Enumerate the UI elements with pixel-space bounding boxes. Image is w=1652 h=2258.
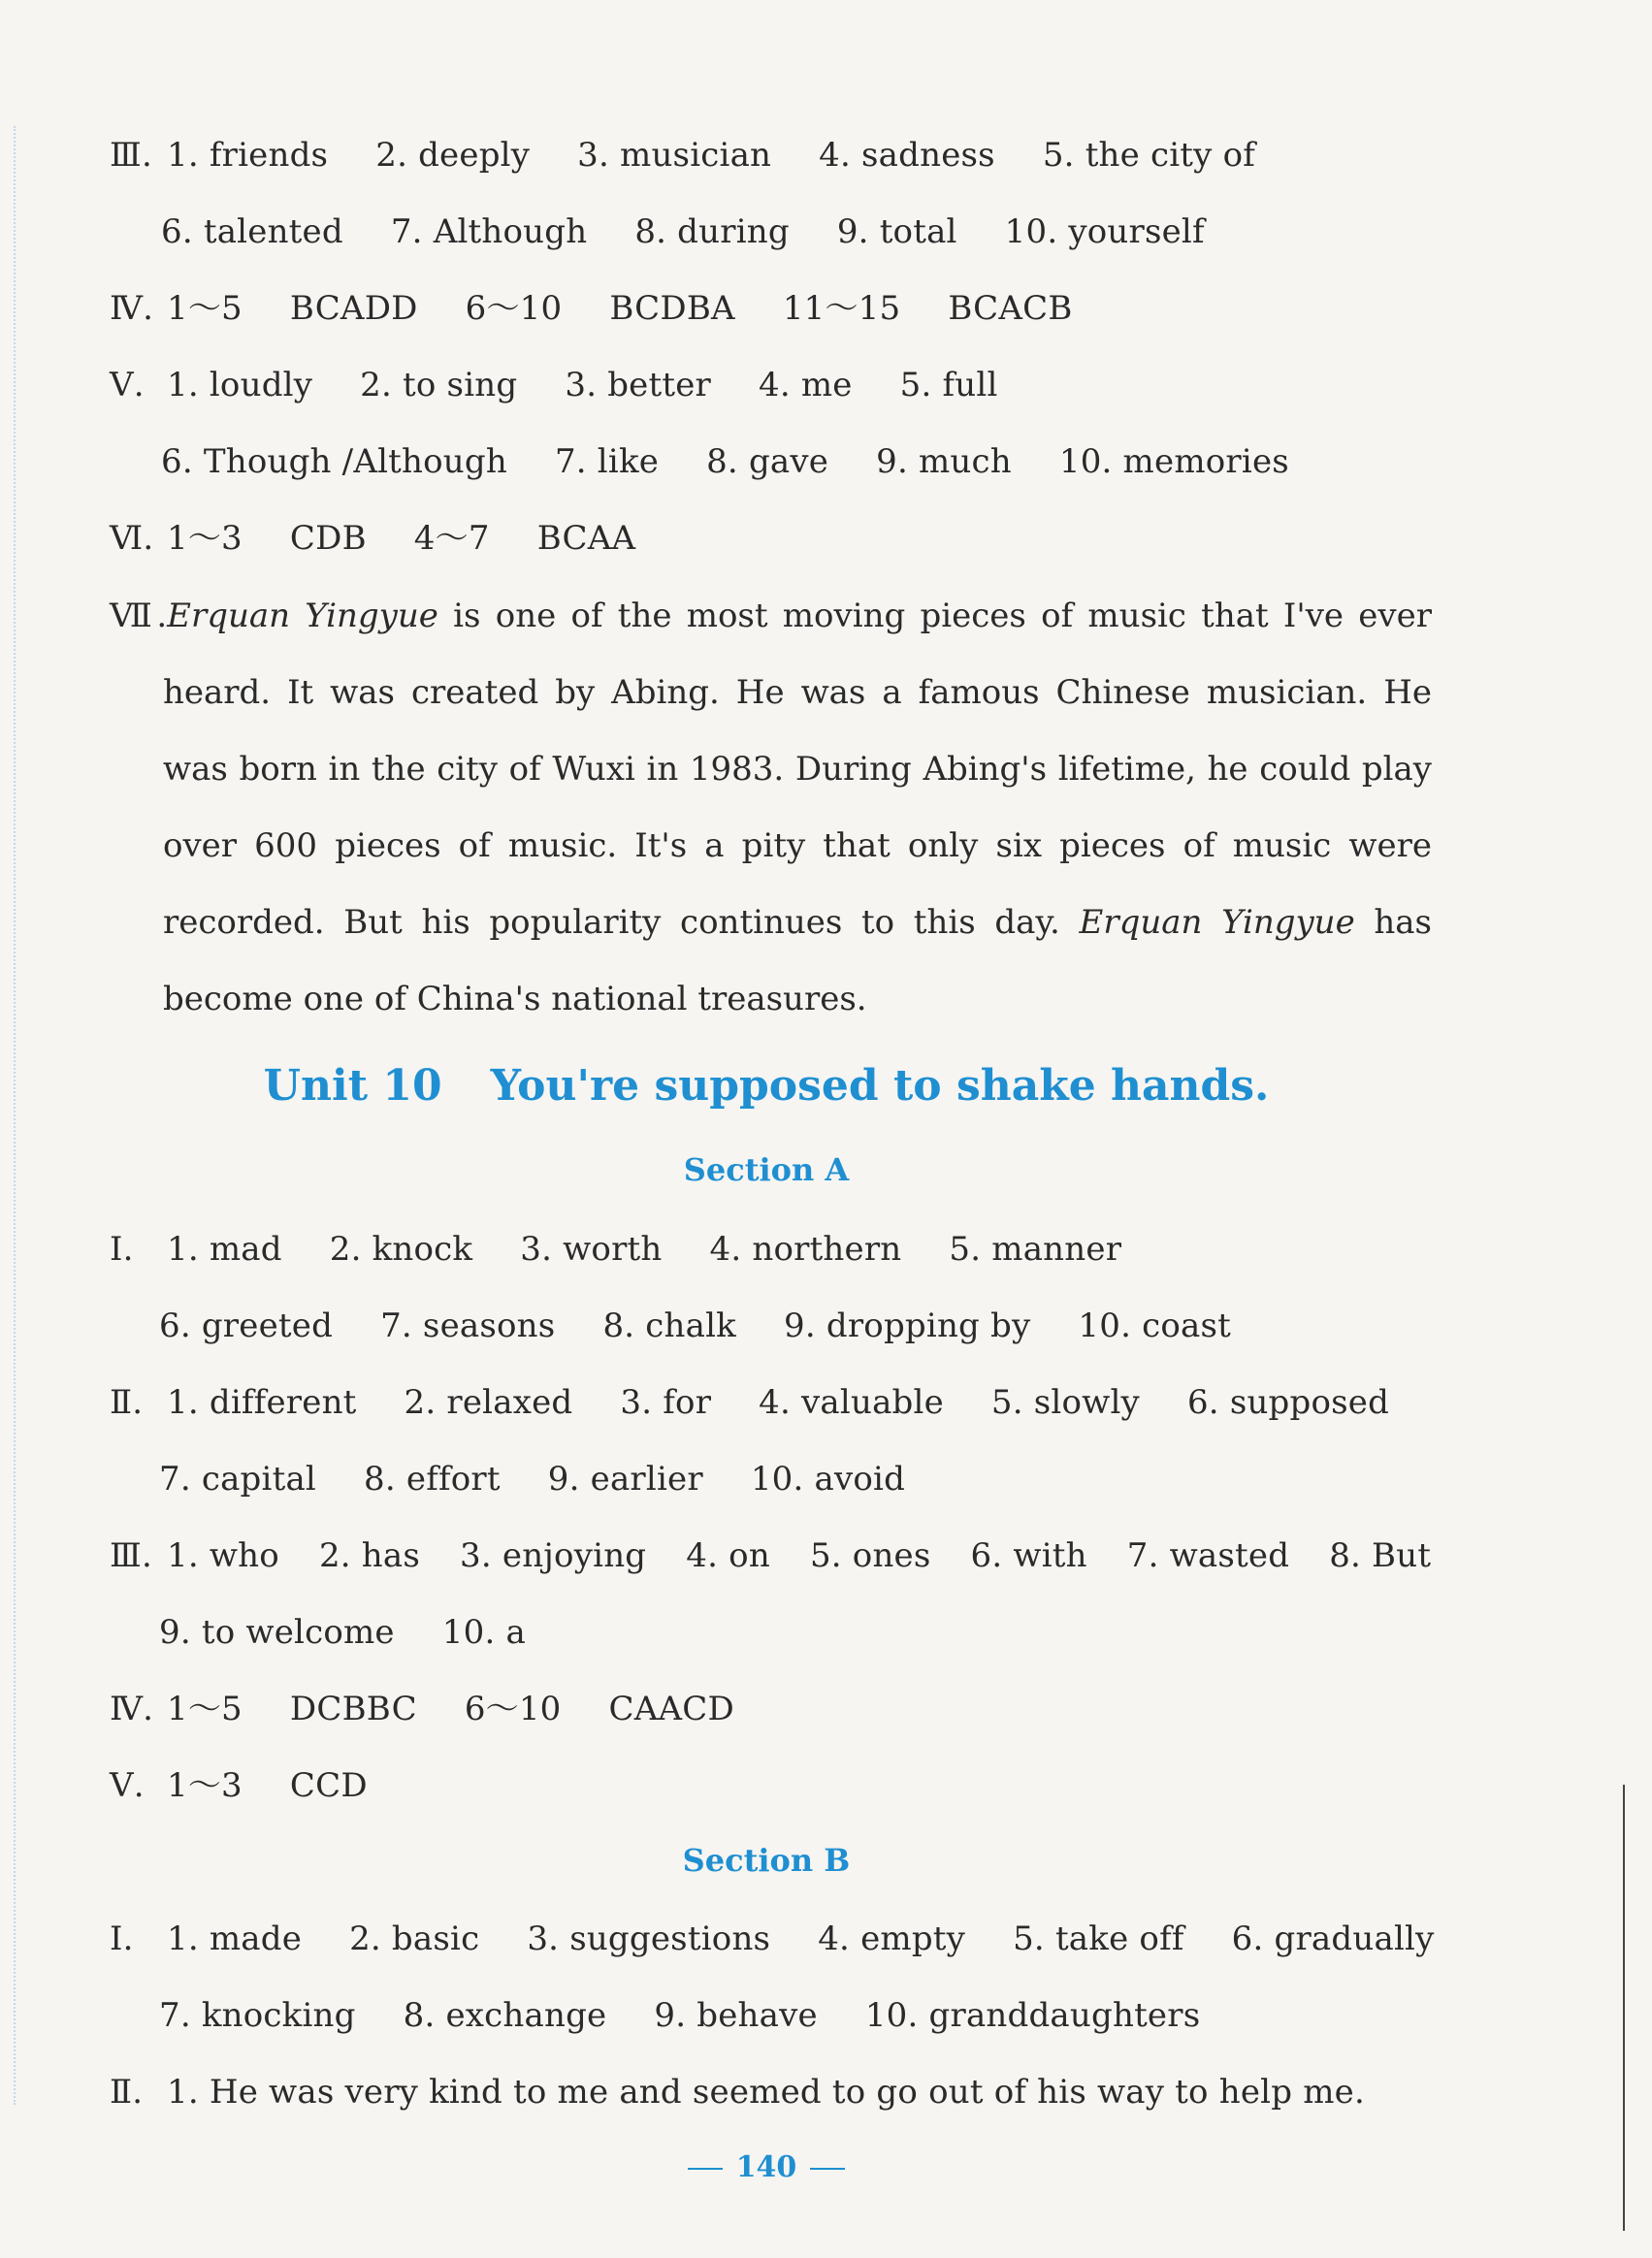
answer-item: 2. relaxed — [404, 1383, 573, 1422]
answer-row — [161, 212, 1242, 251]
answer-item: 1～3 — [167, 519, 243, 558]
answer-item: 9. behave — [654, 1996, 818, 2035]
answer-item: 6～10 — [465, 289, 563, 328]
answer-item: 3. musician — [577, 136, 772, 175]
margin-rule — [14, 126, 19, 2105]
answer-item: 8. exchange — [403, 1996, 607, 2035]
answer-item: 3. suggestions — [527, 1919, 771, 1958]
answer-item: CAACD — [608, 1690, 734, 1728]
answer-item: 1. who — [167, 1536, 279, 1575]
answer-item: 5. take off — [1013, 1919, 1184, 1958]
answer-item: 4. sadness — [819, 136, 995, 175]
roman-numeral: Ⅴ. — [110, 1766, 145, 1805]
answer-item: BCACB — [948, 289, 1073, 328]
answer-row — [159, 1460, 942, 1499]
italic-title: Erquan Yingyue — [167, 597, 438, 635]
answer-item: 2. knock — [329, 1230, 473, 1269]
answer-item: 7. seasons — [380, 1306, 556, 1345]
unit-number: Unit 10 — [263, 1061, 442, 1111]
roman-numeral: Ⅲ. — [110, 1536, 152, 1575]
answer-item: 7. knocking — [159, 1996, 356, 2035]
answer-item: 4. me — [759, 366, 853, 404]
answer-item: BCADD — [289, 289, 418, 328]
roman-numeral: Ⅲ. — [110, 136, 152, 175]
answer-item: 11～15 — [782, 289, 901, 328]
answer-row — [110, 1766, 405, 1805]
answer-item: 9. earlier — [547, 1460, 703, 1499]
answer-item: 5. ones — [809, 1536, 931, 1575]
answer-item: 3. worth — [520, 1230, 663, 1269]
answer-item: 1. He was very kind to me and seemed to go out of his way to help me. — [167, 2073, 1365, 2112]
answer-item: 6. talented — [161, 212, 343, 251]
answer-item: 2. has — [318, 1536, 421, 1575]
answer-item: 5. slowly — [990, 1383, 1140, 1422]
answer-item: BCDBA — [609, 289, 735, 328]
answer-item: 6. supposed — [1186, 1383, 1390, 1422]
page-edge — [1623, 1785, 1625, 2231]
paragraph-text: has become one of China's national treasures. — [163, 903, 1432, 1018]
answer-item: 9. dropping by — [784, 1306, 1031, 1345]
answer-row — [159, 1613, 563, 1652]
answer-item: CCD — [289, 1766, 368, 1805]
answer-item: BCAA — [536, 519, 636, 558]
answer-item: 4. on — [686, 1536, 770, 1575]
answer-row — [110, 1919, 1472, 1958]
answer-item: 1. loudly — [167, 366, 313, 404]
unit-title: You're supposed to shake hands. — [490, 1061, 1270, 1111]
answer-item: 1. different — [167, 1383, 357, 1422]
answer-item: 9. to welcome — [159, 1613, 395, 1652]
unit-heading — [0, 1059, 1533, 1113]
answer-item: 1. mad — [167, 1230, 282, 1269]
answer-item: 1. made — [167, 1919, 303, 1958]
answer-row — [110, 1690, 771, 1728]
answer-item: 10. avoid — [750, 1460, 906, 1499]
answer-row — [110, 136, 1292, 175]
answer-item: 6. greeted — [159, 1306, 334, 1345]
answer-item: 5. manner — [949, 1230, 1122, 1269]
roman-numeral: Ⅱ. — [110, 2073, 144, 2112]
answer-row — [159, 1306, 1268, 1345]
answer-row — [110, 1383, 1426, 1422]
answer-item: 8. chalk — [602, 1306, 736, 1345]
answer-item: 3. for — [620, 1383, 712, 1422]
dash-left — [688, 2168, 723, 2170]
answer-item: 8. during — [634, 212, 790, 251]
answer-item: 3. enjoying — [460, 1536, 647, 1575]
answer-item: 1～3 — [167, 1766, 243, 1805]
roman-numeral: Ⅱ. — [110, 1383, 144, 1422]
answer-row — [110, 519, 672, 558]
answer-item: 5. full — [899, 366, 998, 404]
answer-row — [159, 1996, 1237, 2035]
roman-numeral: Ⅶ. — [110, 597, 168, 635]
answer-item: 7. wasted — [1126, 1536, 1290, 1575]
answer-item: 1～5 — [167, 289, 243, 328]
section-a-heading: Section A — [683, 1151, 850, 1188]
italic-title: Erquan Yingyue — [1079, 903, 1355, 942]
answer-item: 7. like — [554, 442, 660, 481]
roman-numeral: Ⅰ. — [110, 1919, 134, 1958]
answer-row — [110, 289, 1110, 328]
answer-item: 4～7 — [413, 519, 490, 558]
answer-item: 10. a — [441, 1613, 526, 1652]
paragraph-text: is one of the most moving pieces of music that I've ever heard. It was created by Abing. He was a famous Chinese musician. He was born in the city of Wuxi in 1983. During Abing's lifetime, he could play over 600 pieces of music. It's a pity that only six pieces of music were recorded. But his popularity continues to this day. — [163, 597, 1432, 942]
roman-numeral: Ⅳ. — [110, 289, 154, 328]
answer-item: 10. coast — [1078, 1306, 1231, 1345]
answer-item: 6. Though /Although — [161, 442, 507, 481]
answer-row — [110, 366, 1035, 404]
answer-item: 2. basic — [349, 1919, 480, 1958]
answer-item: 4. northern — [709, 1230, 902, 1269]
answer-item: DCBBC — [289, 1690, 417, 1728]
answer-item: 7. Although — [390, 212, 588, 251]
answer-item: 4. empty — [818, 1919, 966, 1958]
section-b-heading: Section B — [682, 1842, 851, 1879]
page-number-text: 140 — [735, 2150, 797, 2184]
roman-numeral: Ⅴ. — [110, 366, 145, 404]
answer-item: 8. effort — [364, 1460, 501, 1499]
answer-item: 6. with — [970, 1536, 1087, 1575]
answer-item: 5. the city of — [1042, 136, 1256, 175]
answer-item: 10. memories — [1058, 442, 1289, 481]
answer-item: 2. to sing — [360, 366, 518, 404]
roman-numeral: Ⅵ. — [110, 519, 154, 558]
answer-item: 9. total — [836, 212, 957, 251]
roman-numeral: Ⅰ. — [110, 1230, 134, 1269]
answer-item: 6. gradually — [1231, 1919, 1435, 1958]
answer-item: 2. deeply — [375, 136, 531, 175]
answer-item: 10. granddaughters — [864, 1996, 1201, 2035]
answer-item: 7. capital — [159, 1460, 317, 1499]
answer-item: 10. yourself — [1004, 212, 1205, 251]
page-number — [0, 2148, 1533, 2187]
dash-right — [810, 2168, 845, 2170]
answer-item: 1. friends — [167, 136, 329, 175]
writing-paragraph — [110, 578, 1432, 1038]
answer-item: 4. valuable — [759, 1383, 944, 1422]
answer-item: 6～10 — [464, 1690, 562, 1728]
answer-row — [110, 1536, 1431, 1575]
roman-numeral: Ⅳ. — [110, 1690, 154, 1728]
answer-row — [110, 2073, 1402, 2112]
answer-item: 9. much — [876, 442, 1012, 481]
answer-item: 3. better — [565, 366, 711, 404]
answer-item: 8. But — [1329, 1536, 1432, 1575]
answer-row — [161, 442, 1326, 481]
answer-item: 8. gave — [706, 442, 829, 481]
answer-item: CDB — [289, 519, 367, 558]
answer-row — [110, 1230, 1158, 1269]
answer-item: 1～5 — [167, 1690, 243, 1728]
